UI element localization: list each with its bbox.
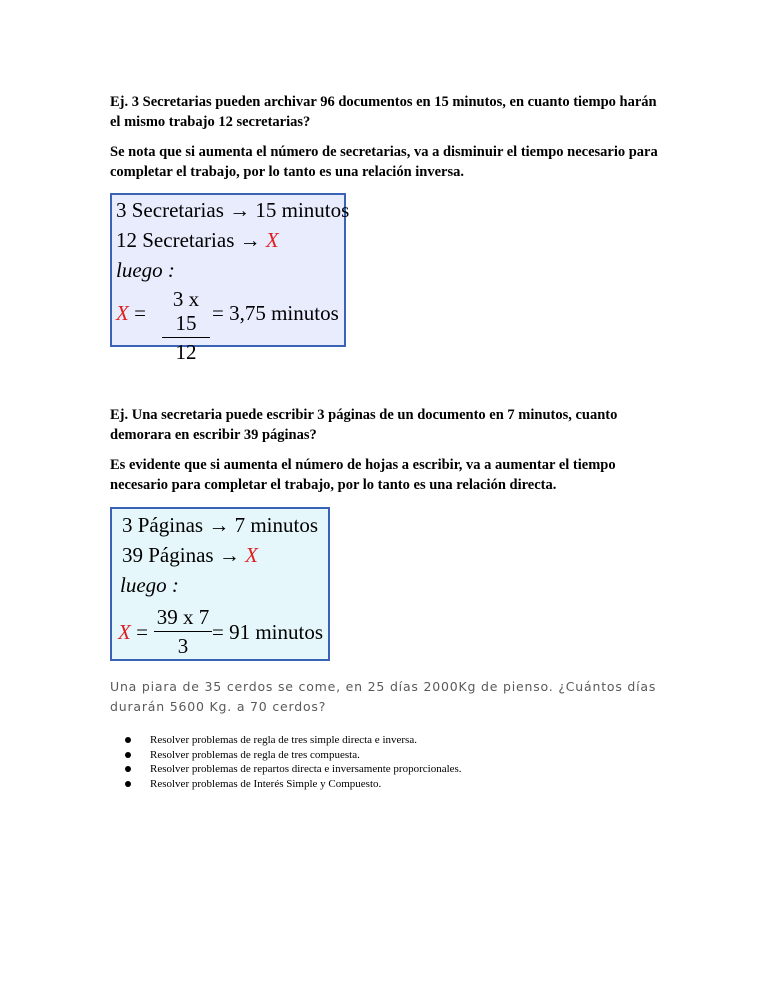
formula2-x-variable: X <box>118 620 131 644</box>
formula2-fraction-bar <box>154 631 212 632</box>
bullet-icon <box>125 781 131 787</box>
example1-formula-box <box>110 193 350 364</box>
objectives-list <box>110 733 462 791</box>
formula2-numerator: 39 x 7 <box>156 605 210 629</box>
formula1-fraction-bar <box>162 337 210 338</box>
formula1-denominator: 12 <box>175 340 197 364</box>
pig-problem-text: Una piara de 35 cerdos se come, en 25 días 2000Kg de pienso. ¿Cuántos días durarán 5600 Kg. a 70 cerdos? <box>110 679 657 714</box>
list-item <box>110 733 462 748</box>
formula1-result: = 3,75 minutos <box>212 301 339 325</box>
example2-question: Ej. Una secretaria puede escribir 3 páginas de un documento en 7 minutos, cuanto demorara en escribir 39 páginas? <box>110 407 618 443</box>
bullet-icon <box>125 737 131 743</box>
list-item <box>110 762 462 777</box>
example2-explanation: Es evidente que si aumenta el número de hojas a escribir, va a aumentar el tiempo necesario para completar el trabajo, por lo tanto es una relación directa. <box>110 457 616 493</box>
formula2-denominator: 3 <box>177 634 189 658</box>
formula2-line2-text: 39 Páginas → <box>122 543 240 567</box>
example1-question: Ej. 3 Secretarias pueden archivar 96 documentos en 15 minutos, en cuanto tiempo harán el mismo trabajo 12 secretarias? <box>110 94 657 130</box>
formula1-fraction <box>162 287 210 364</box>
example1-explanation: Se nota que si aumenta el número de secretarias, va a disminuir el tiempo necesario para completar el trabajo, por lo tanto es una relación inversa. <box>110 144 658 180</box>
formula1-line1: 3 Secretarias → 15 minutos <box>116 198 350 222</box>
formula2-fraction <box>154 605 212 658</box>
bullet-icon <box>125 752 131 758</box>
objective-text: Resolver problemas de repartos directa e inversamente proporcionales. <box>150 763 462 775</box>
formula2-line2 <box>122 543 258 567</box>
formula1-x-variable: X <box>116 301 129 325</box>
formula1-line2-variable: X <box>265 228 279 252</box>
example2-formula-box <box>110 507 330 661</box>
formula1-luego: luego : <box>116 258 175 282</box>
list-item <box>110 777 462 792</box>
formula1-x-equals <box>116 301 146 325</box>
bullet-icon <box>125 766 131 772</box>
objective-text: Resolver problemas de regla de tres simple directa e inversa. <box>150 734 417 746</box>
formula2-line1: 3 Páginas → 7 minutos <box>122 513 319 537</box>
formula2-line2-variable: X <box>245 543 258 567</box>
formula1-numerator: 3 x 15 <box>172 287 200 335</box>
formula2-equals-sign: = <box>136 620 148 644</box>
objective-text: Resolver problemas de Interés Simple y Compuesto. <box>150 777 382 790</box>
objective-text: Resolver problemas de regla de tres compuesta. <box>150 748 360 761</box>
formula2-x-equals <box>118 620 148 644</box>
formula1-line2 <box>116 228 279 252</box>
formula1-equals-sign: = <box>134 301 146 325</box>
list-item <box>110 748 462 763</box>
formula2-luego: luego : <box>120 573 179 597</box>
formula1-line2-text: 12 Secretarias → <box>116 228 261 252</box>
formula2-result: = 91 minutos <box>212 620 324 644</box>
